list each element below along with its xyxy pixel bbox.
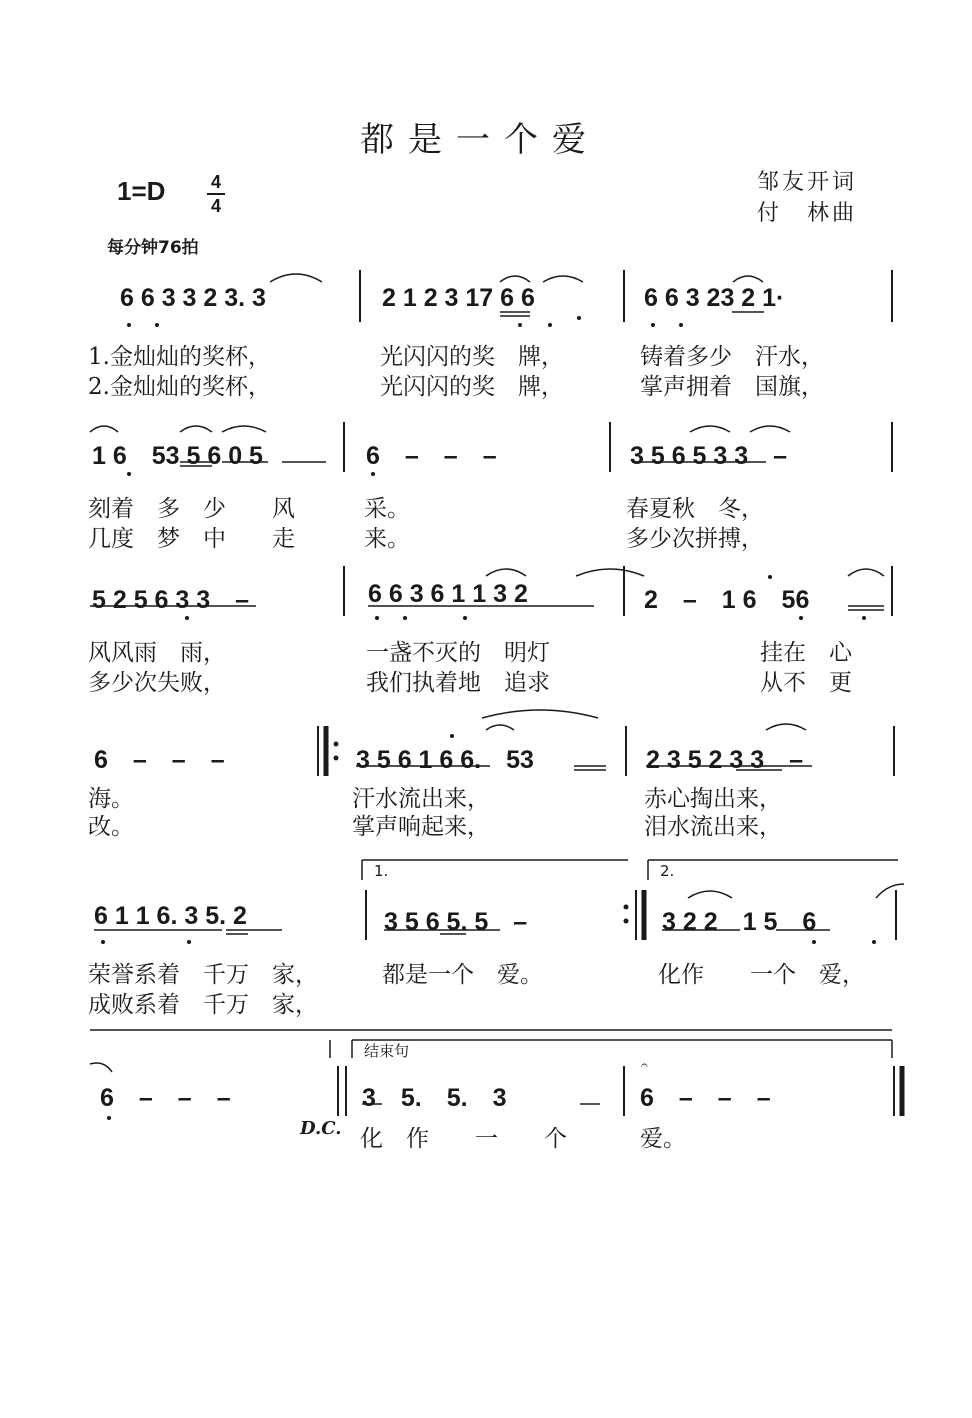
slur (688, 891, 732, 898)
lyricist-credit: 邹友开词 (757, 170, 858, 195)
measure-notes: 3 5 6 5. 5 – (384, 908, 528, 936)
octave-dot (375, 616, 379, 620)
lyric-verse-1: 光闪闪的奖 牌， (380, 344, 564, 370)
slur (848, 569, 884, 576)
measure-notes: 2 3 5 2 3 3 – (646, 746, 804, 774)
time-signature-top: 4 (210, 172, 221, 192)
measure-notes: 6 – – – (94, 746, 225, 774)
lyric-verse-2: 多少次失败， (88, 670, 226, 696)
lyric-verse-1: 铸着多少 汗水， (640, 344, 824, 370)
octave-dot (548, 323, 552, 327)
octave-dot (679, 323, 683, 327)
octave-dot (101, 940, 105, 944)
lyric-verse-2: 我们执着地 追求 (366, 670, 550, 696)
lyric-verse-1: 化 作 一 个 (360, 1126, 567, 1152)
lyric-verse-2: 2.金灿灿的奖杯， (88, 374, 271, 400)
octave-dot (155, 323, 159, 327)
lyric-verse-1: 都是一个 爱。 (382, 962, 543, 988)
tempo-marking: 每分钟76拍 (107, 238, 199, 258)
octave-dot (518, 323, 522, 327)
lyric-verse-2: 掌声响起来， (352, 814, 490, 840)
repeat-dot (334, 756, 339, 761)
octave-dot (185, 616, 189, 620)
volta-2-label: 2. (660, 862, 675, 880)
dc-marking: D.C. (300, 1118, 342, 1139)
lyric-verse-2: 改。 (88, 814, 134, 840)
slur (576, 569, 644, 576)
octave-dot (463, 616, 467, 620)
slur (270, 274, 322, 282)
lyric-verse-2: 来。 (364, 526, 410, 552)
slur (690, 426, 730, 432)
lyric-verse-1: 一盏不灭的 明灯 (366, 640, 550, 666)
octave-dot (371, 472, 375, 476)
repeat-dot (624, 919, 629, 924)
octave-dot (127, 472, 131, 476)
lyric-verse-2: 多少次拼搏， (626, 526, 764, 552)
measure-notes: 1 6 53 5 6 0 5 (92, 442, 263, 470)
octave-dot (403, 616, 407, 620)
measure-notes: 6 – – – (640, 1084, 771, 1112)
measure-notes: 3 5 6 5 3 3 – (630, 442, 788, 470)
lyric-verse-2: 光闪闪的奖 牌， (380, 374, 564, 400)
lyric-verse-1: 挂在 心 (760, 640, 852, 666)
octave-dot (651, 323, 655, 327)
measure-notes: 3 5. 5. 3 (362, 1084, 507, 1112)
octave-dot (812, 940, 816, 944)
lyric-verse-1: 化作 一个 爱， (658, 962, 865, 988)
lyric-verse-1: 赤心掏出来， (644, 786, 782, 812)
time-signature-bottom: 4 (210, 196, 221, 216)
slur (486, 725, 514, 730)
octave-dot (872, 940, 876, 944)
lyric-verse-1: 海。 (88, 786, 134, 812)
fermata-mark: 𝄐 (641, 1058, 648, 1072)
lyric-verse-2: 几度 梦 中 走 (88, 526, 295, 552)
octave-dot (577, 316, 581, 320)
measure-notes: 6 – – – (100, 1084, 231, 1112)
slur (180, 426, 212, 432)
measure-notes: 5 2 5 6 3 3 – (92, 586, 250, 614)
slur (486, 569, 526, 576)
octave-dot (107, 1116, 111, 1120)
coda-label: 结束句 (364, 1042, 410, 1060)
lyric-verse-1: 风风雨 雨， (88, 640, 226, 666)
slur (482, 710, 598, 718)
lyric-verse-1: 汗水流出来， (352, 786, 490, 812)
lyric-verse-2: 从不 更 (760, 670, 852, 696)
slur (766, 724, 806, 730)
lyric-verse-1: 春夏秋 冬， (626, 496, 764, 522)
lyric-verse-1: 刻着 多 少 风 (88, 496, 295, 522)
measure-notes: 6 6 3 3 2 3. 3 (120, 284, 266, 312)
slur (750, 426, 790, 432)
song-title: 都是一个爱 (360, 120, 600, 160)
tie (90, 1063, 112, 1072)
measure-notes: 6 – – – (366, 442, 497, 470)
repeat-dot (624, 905, 629, 910)
lyric-verse-2: 泪水流出来， (644, 814, 782, 840)
slur (222, 426, 266, 432)
measure-notes: 3 2 2 1 5 6 (662, 908, 817, 936)
measure-notes: 6 6 3 6 1 1 3 2 (368, 580, 528, 608)
key-signature: 1=D (117, 176, 166, 206)
slur (876, 884, 904, 898)
high-octave-dot (450, 734, 454, 738)
lyric-verse-1: 荣誉系着 千万 家， (88, 962, 318, 988)
lyric-verse-1: 1.金灿灿的奖杯， (88, 344, 271, 370)
slur (90, 426, 118, 432)
lyric-verse-1: 采。 (364, 496, 410, 522)
volta-1-label: 1. (374, 862, 389, 880)
measure-notes: 6 1 1 6. 3 5. 2 (94, 902, 247, 930)
composer-credit: 付 林曲 (757, 201, 858, 226)
octave-dot (799, 616, 803, 620)
high-octave-dot (768, 575, 772, 579)
octave-dot (127, 323, 131, 327)
repeat-dot (334, 742, 339, 747)
measure-notes: 3 5 6 1 6 6. 53 (356, 746, 534, 774)
measure-notes: 2 – 1 6 56 (644, 586, 810, 614)
measure-notes: 2 1 2 3 17 6 6 (382, 284, 535, 312)
lyric-verse-1: 爱。 (640, 1126, 686, 1152)
slur (500, 276, 530, 282)
octave-dot (187, 940, 191, 944)
measure-notes: 6 6 3 23 2 1· (644, 284, 785, 312)
lyric-verse-2: 成败系着 千万 家， (88, 992, 318, 1018)
lyric-verse-2: 掌声拥着 国旗， (640, 374, 824, 400)
octave-dot (862, 616, 866, 620)
slur (543, 276, 583, 282)
slur (733, 276, 763, 282)
